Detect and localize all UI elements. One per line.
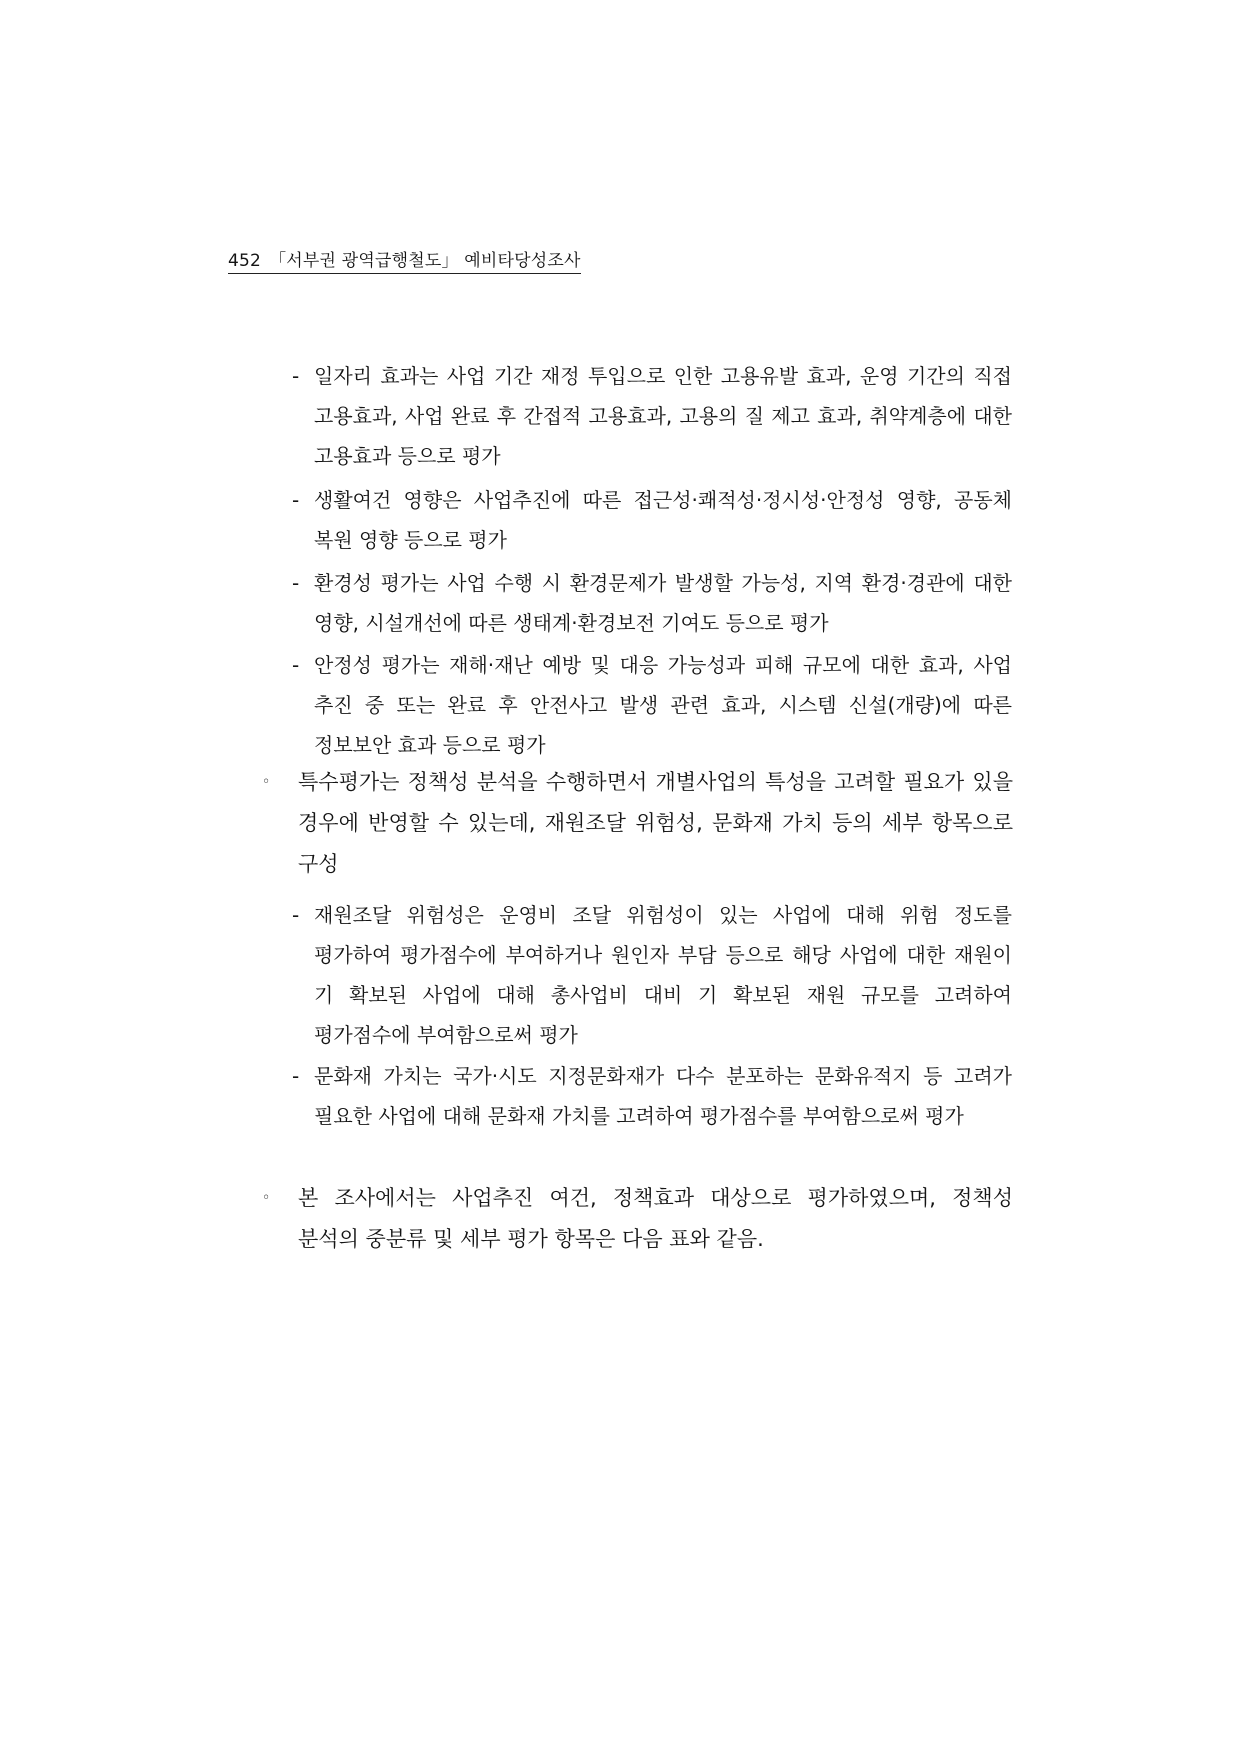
list-item-text: 재원조달 위험성은 운영비 조달 위험성이 있는 사업에 대해 위험 정도를 평가하여 평가점수에 부여하거나 원인자 부담 등으로 해당 사업에 대한 재원이 기 확보된 사업에 대해 총사업비 대비 기 확보된 재원 규모를 고려하여 평가점수에 부여함으로써 평가: [314, 903, 1012, 1047]
list-item-text: 환경성 평가는 사업 수행 시 환경문제가 발생할 가능성, 지역 환경·경관에 대한 영향, 시설개선에 따른 생태계·환경보전 기여도 등으로 평가: [314, 571, 1012, 635]
dash-marker: -: [292, 571, 300, 595]
dash-marker: -: [292, 364, 300, 388]
dash-marker: -: [292, 488, 300, 512]
list-item-text: 문화재 가치는 국가·시도 지정문화재가 다수 분포하는 문화유적지 등 고려가 필요한 사업에 대해 문화재 가치를 고려하여 평가점수를 부여함으로써 평가: [314, 1064, 1012, 1128]
running-header: [228, 250, 581, 274]
dash-marker: -: [292, 903, 300, 927]
list-item: [292, 645, 1012, 765]
list-item-text: 일자리 효과는 사업 기간 재정 투입으로 인한 고용유발 효과, 운영 기간의 직접 고용효과, 사업 완료 후 간접적 고용효과, 고용의 질 제고 효과, 취약계층에 대한 고용효과 등으로 평가: [314, 364, 1012, 468]
dash-marker: -: [292, 1064, 300, 1088]
list-item-text: 생활여건 영향은 사업추진에 따른 접근성·쾌적성·정시성·안정성 영향, 공동체 복원 영향 등으로 평가: [314, 488, 1012, 552]
list-item: [292, 1056, 1012, 1136]
report-title: 「서부권 광역급행철도」 예비타당성조사: [269, 251, 581, 271]
list-item: [262, 1178, 1013, 1260]
bullet-marker: ◦: [262, 774, 271, 790]
bullet-marker: ◦: [262, 1190, 271, 1206]
page-number: 452: [228, 251, 262, 271]
list-item-text: 본 조사에서는 사업추진 여건, 정책효과 대상으로 평가하였으며, 정책성 분석의 중분류 및 세부 평가 항목은 다음 표와 같음.: [298, 1186, 1013, 1251]
list-item-text: 안정성 평가는 재해·재난 예방 및 대응 가능성과 피해 규모에 대한 효과, 사업 추진 중 또는 완료 후 안전사고 발생 관련 효과, 시스템 신설(개량)에 따른 정보보안 효과 등으로 평가: [314, 653, 1012, 757]
list-item-text: 특수평가는 정책성 분석을 수행하면서 개별사업의 특성을 고려할 필요가 있을 경우에 반영할 수 있는데, 재원조달 위험성, 문화재 가치 등의 세부 항목으로 구성: [298, 770, 1013, 876]
list-item: [292, 356, 1012, 476]
dash-marker: -: [292, 653, 300, 677]
list-item: [292, 563, 1012, 643]
list-item: [292, 895, 1012, 1055]
list-item: [262, 762, 1013, 885]
list-item: [292, 480, 1012, 560]
